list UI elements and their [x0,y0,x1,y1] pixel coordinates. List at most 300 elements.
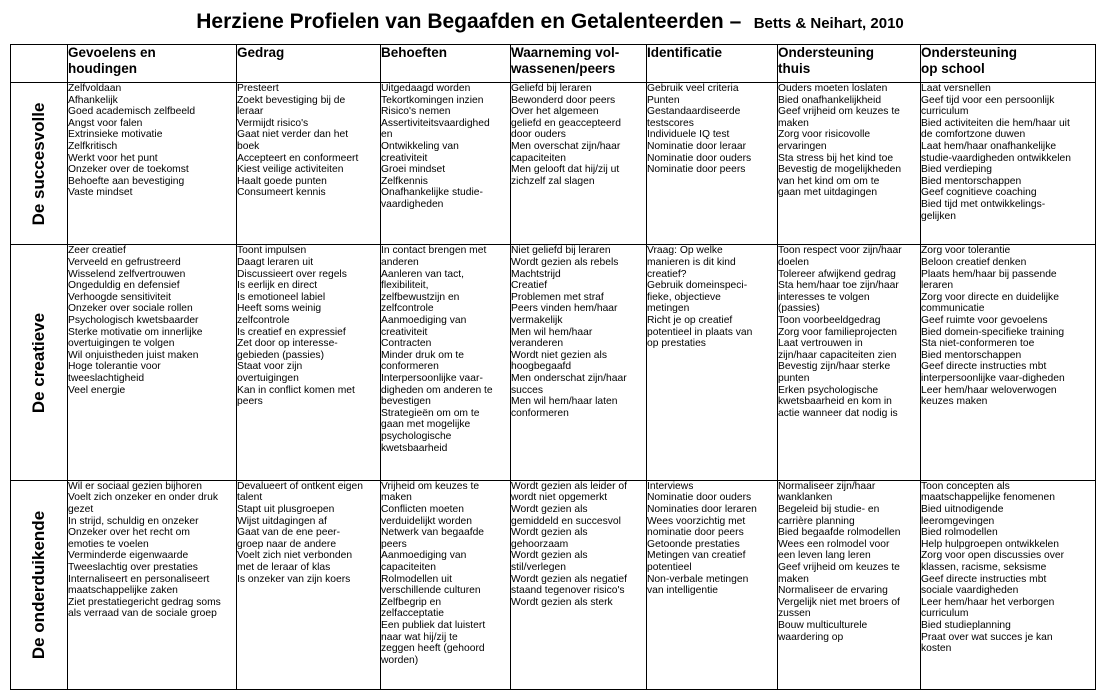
cell-line: Toon voorbeeldgedrag [778,314,881,326]
cell-line: Is creatief en expressief [237,326,346,338]
cell-line: wordt niet opgemerkt [511,492,608,504]
cell-line: metingen [647,303,690,315]
cell-line: Zoekt bevestiging bij de [237,94,346,106]
column-header-line: wassenen/peers [511,61,616,76]
cell-line: Zeer creatief [68,245,126,257]
cell-line: flexibiliteit, [381,280,429,292]
cell-line: Punten [647,94,680,106]
table-cell [511,480,647,689]
cell-line: Bied mentorschappen [921,349,1022,361]
cell-line: Geef vrijheid om keuzes te [778,106,900,118]
cell-line: Wees een rolmodel voor [778,538,890,550]
cell-line: veranderen [511,338,564,350]
cell-line: Wil onjuistheden juist maken [68,349,199,361]
cell-line: Conflicten moeten [381,504,464,516]
cell-line: Verveeld en gefrustreerd [68,257,181,268]
cell-line: klassen, racisme, seksisme [921,562,1047,574]
column-header [647,45,778,83]
cell-line: Voelt zich niet verbonden [237,550,353,562]
cell-line: Sta stress bij het kind toe [778,152,894,164]
cell-line: Laat versnellen [921,83,991,94]
cell-line: naar wat hij/zij te [381,631,458,643]
cell-line: met de leraar of klas [237,562,331,574]
column-header-line: Gedrag [237,45,285,60]
cell-line: leraar [237,106,264,118]
cell-line: gebieden (passies) [237,349,325,361]
cell-line: Kan in conflict komen met [237,384,355,396]
cell-line: Machtstrijd [511,268,561,280]
cell-line: Psychologisch kwetsbaarder [68,314,199,326]
cell-line: Bied activiteiten die hem/haar uit [921,117,1070,129]
cell-line: Geef directe instructies mbt [921,361,1047,373]
cell-line: Behoefte aan bevestiging [68,175,185,187]
cell-line: zelfbewustzijn en [381,291,460,303]
cell-line: Bied begaafde rolmodellen [778,527,901,539]
cell-line: Staat voor zijn [237,361,303,373]
cell-line: zelfcontrole [381,303,434,315]
cell-line: Sta niet-conformeren toe [921,338,1035,350]
cell-line: staand tegenover risico's [511,585,625,597]
cell-line: Accepteert en conformeert [237,152,359,164]
cell-line: Peers vinden hem/haar [511,303,618,315]
cell-line: Zelfbegrip en [381,596,442,608]
cell-line: fieke, objectieve [647,291,721,303]
cell-line: actie wanneer dat nodig is [778,407,898,419]
cell-line: capaciteiten [511,152,566,164]
cell-line: Creatief [511,280,548,292]
cell-line: Werkt voor het punt [68,152,158,164]
cell-line: Wil er sociaal gezien bijhoren [68,480,202,492]
cell-line: Toon concepten als [921,480,1010,492]
cell-line: communicatie [921,303,985,315]
cell-line: Afhankelijk [68,94,118,106]
column-header [778,45,921,83]
cell-line: Strategieën om om te [381,407,480,419]
cell-line: zichzelf zal slagen [511,175,595,187]
cell-line: Gebruik domeinspeci- [647,280,748,292]
cell-line: gelijken [921,210,956,222]
cell-line: Bied onafhankelijkheid [778,94,882,106]
cell-line: geliefd en geaccepteerd [511,117,621,129]
column-header-line: Ondersteuning [778,45,875,60]
table-cell [381,83,511,245]
cell-line: Vergelijk niet met broers of [778,596,900,608]
profile-row [11,245,1096,480]
cell-line: Getoonde prestaties [647,538,740,550]
cell-line: Wordt gezien als [511,527,588,539]
cell-line: verschillende culturen [381,585,481,597]
cell-line: Extrinsieke motivatie [68,129,163,141]
cell-line: potentieel [647,562,692,574]
cell-line: stil/verlegen [511,562,566,574]
table-cell [68,245,237,480]
cell-line: Uitgedaagd worden [381,83,471,94]
column-header-line: thuis [778,61,811,76]
table-cell [511,83,647,245]
cell-line: Sterke motivatie om innerlijke [68,326,203,338]
table-cell [511,245,647,480]
cell-line: maken [778,117,809,129]
cell-line: Vaste mindset [68,187,133,199]
cell-line: wanklanken [778,492,833,504]
cell-line: Groei mindset [381,164,446,176]
cell-line: Normaliseer de ervaring [778,585,888,597]
cell-line: Men gelooft dat hij/zij ut [511,164,620,176]
cell-line: Problemen met straf [511,291,604,303]
header-row [11,45,1096,83]
cell-line: Aanmoediging van [381,314,467,326]
cell-line: van het kind om om te [778,175,880,187]
cell-line: Rolmodellen uit [381,573,452,585]
table-cell [381,245,511,480]
table-body [11,83,1096,690]
cell-line: Toon respect voor zijn/haar [778,245,902,257]
cell-line: Ziet prestatiegericht gedrag soms [68,596,221,608]
column-header-line: Identificatie [647,45,723,60]
cell-line: Men wil hem/haar laten [511,396,618,408]
cell-line: gemiddeld en succesvol [511,515,621,527]
cell-line: (passies) [778,303,820,315]
row-label: De succesvolle [29,102,48,226]
cell-line: verduidelijkt worden [381,515,473,527]
table-cell [921,83,1096,245]
cell-line: Men overschat zijn/haar [511,140,621,152]
row-header [11,480,68,689]
table-cell [68,480,237,689]
profile-row [11,83,1096,245]
cell-line: keuzes maken [921,396,988,408]
cell-line: Bewonderd door peers [511,94,616,106]
cell-line: doelen [778,257,809,268]
cell-line: psychologische [381,430,452,442]
cell-line: door ouders [511,129,566,141]
cell-line: Internaliseert en personaliseert [68,573,210,585]
cell-line: curriculum [921,106,969,118]
column-header-line: Waarneming vol- [511,45,620,60]
cell-line: curriculum [921,608,969,620]
cell-line: Normaliseer zijn/haar [778,480,876,492]
cell-line: Laat vertrouwen in [778,338,863,350]
cell-line: creativiteit [381,326,428,338]
cell-line: Begeleid bij studie- en [778,504,880,516]
cell-line: leraren [921,280,954,292]
cell-line: emoties te voelen [68,538,149,550]
cell-line: zelfcontrole [237,314,290,326]
cell-line: carrière planning [778,515,855,527]
cell-line: Sta hem/haar toe zijn/haar [778,280,899,292]
cell-line: Vraag: Op welke [647,245,723,257]
column-header [921,45,1096,83]
cell-line: kwetsbaarheid en kom in [778,396,892,408]
cell-line: Assertiviteitsvaardighed [381,117,490,129]
cell-line: Daagt leraren uit [237,257,314,268]
cell-line: Erken psychologische [778,384,879,396]
cell-line: Vrijheid om keuzes te [381,480,480,492]
cell-line: Wordt niet gezien als [511,349,607,361]
document-subtitle: Betts & Neihart, 2010 [753,15,904,32]
cell-line: Zorg voor directe en duidelijke [921,291,1059,303]
cell-line: Angst voor falen [68,117,143,129]
cell-line: Zelfvoldaan [68,83,122,94]
cell-line: Ontwikkeling van [381,140,459,152]
cell-line: maatschappelijke zaken [68,585,178,597]
cell-line: Gebruik veel criteria [647,83,739,94]
cell-line: maken [381,492,412,504]
cell-line: punten [778,372,810,384]
cell-line: kosten [921,643,952,655]
cell-line: Veel energie [68,384,126,396]
cell-line: Men onderschat zijn/haar [511,372,627,384]
cell-line: gezet [68,504,94,516]
cell-line: zussen [778,608,811,620]
cell-line: gehoorzaam [511,538,569,550]
cell-line: Toont impulsen [237,245,307,257]
cell-line: nominatie door peers [647,527,744,539]
cell-line: succes [511,384,544,396]
cell-line: Help hulpgroepen ontwikkelen [921,538,1059,550]
table-cell [237,245,381,480]
cell-line: Leer hem/haar weloverwogen [921,384,1057,396]
cell-line: Bied studieplanning [921,620,1011,632]
cell-line: potentieel in plaats van [647,326,753,338]
cell-line: Discussieert over regels [237,268,347,280]
cell-line: Bied verdieping [921,164,992,176]
cell-line: Tekortkomingen inzien [381,94,484,106]
cell-line: Metingen van creatief [647,550,746,562]
cell-line: Aanleren van tact, [381,268,464,280]
cell-line: Minder druk om te [381,349,464,361]
cell-line: Wees voorzichtig met [647,515,746,527]
cell-line: Zorg voor open discussies over [921,550,1065,562]
cell-line: vaardigheden [381,198,444,210]
cell-line: Geliefd bij leraren [511,83,592,94]
cell-line: Gaat niet verder dan het [237,129,349,141]
cell-line: capaciteiten [381,562,436,574]
cell-line: Haalt goede punten [237,175,327,187]
cell-line: Wordt gezien als sterk [511,596,613,608]
cell-line: interpersoonlijke vaar-digheden [921,372,1065,384]
cell-line: In contact brengen met [381,245,487,257]
cell-line: Wordt gezien als negatief [511,573,628,585]
cell-line: groep naar de andere [237,538,337,550]
cell-line: Heeft soms weinig [237,303,322,315]
cell-line: waardering op [778,631,844,643]
cell-line: Niet geliefd bij leraren [511,245,611,257]
cell-line: Plaats hem/haar bij passende [921,268,1057,280]
cell-line: Wordt gezien als [511,504,588,516]
cell-line: Geef directe instructies mbt [921,573,1047,585]
cell-line: Nominatie door peers [647,164,746,176]
cell-line: Wordt gezien als rebels [511,257,619,268]
cell-line: maatschappelijke fenomenen [921,492,1055,504]
cell-line: Verminderde eigenwaarde [68,550,189,562]
cell-line: studie-vaardigheden ontwikkelen [921,152,1071,164]
column-header [511,45,647,83]
cell-line: Bied tijd met ontwikkelings- [921,198,1046,210]
cell-line: Risico's nemen [381,106,451,118]
cell-line: Laat hem/haar onafhankelijke [921,140,1057,152]
document-title: Herziene Profielen van Begaafden en Getalenteerden – [196,10,742,33]
cell-line: bevestigen [381,396,431,408]
cell-line: Wisselend zelfvertrouwen [68,268,186,280]
column-header-line: Behoeften [381,45,448,60]
cell-line: In strijd, schuldig en onzeker [68,515,199,527]
row-header [11,83,68,245]
table-cell [778,245,921,480]
column-header [237,45,381,83]
cell-line: Onzeker over sociale rollen [68,303,193,315]
cell-line: Is onzeker van zijn koers [237,573,351,585]
cell-line: Interpersoonlijke vaar- [381,372,483,384]
cell-line: conformeren [381,361,439,373]
cell-line: Onzeker over het recht om [68,527,190,539]
column-header-line: op school [921,61,985,76]
cell-line: creativiteit [381,152,428,164]
cell-line: Richt je op creatief [647,314,733,326]
cell-line: gaan met mogelijke [381,419,471,431]
table-cell [778,83,921,245]
cell-line: interesses te volgen [778,291,870,303]
cell-line: Over het algemeen [511,106,599,118]
row-header [11,245,68,480]
row-label: De creatieve [29,312,48,413]
cell-line: Geef ruimte voor gevoelens [921,314,1048,326]
cell-line: Men wil hem/haar [511,326,593,338]
cell-line: vermakelijk [511,314,563,326]
cell-line: creatief? [647,268,687,280]
cell-line: Aanmoediging van [381,550,467,562]
cell-line: Beloon creatief denken [921,257,1027,268]
cell-line: Ouders moeten loslaten [778,83,888,94]
cell-line: talent [237,492,263,504]
cell-line: overtuigingen [237,372,299,384]
table-cell [921,480,1096,689]
column-header-line: Ondersteuning [921,45,1018,60]
cell-line: Bevestig zijn/haar sterke [778,361,891,373]
cell-line: Verhoogde sensitiviteit [68,291,172,303]
cell-line: Contracten [381,338,432,350]
cell-line: Zorg voor tolerantie [921,245,1011,257]
table-cell [647,245,778,480]
cell-line: manieren is dit kind [647,257,736,268]
cell-line: digheden om anderen te [381,384,493,396]
corner-cell [11,45,68,83]
cell-line: ervaringen [778,140,827,152]
profile-row [11,480,1096,689]
cell-line: Vermijdt risico's [237,117,309,129]
cell-line: Consumeert kennis [237,187,326,199]
cell-line: overtuigingen te volgen [68,338,175,350]
cell-line: leeromgevingen [921,515,995,527]
cell-line: Goed academisch zelfbeeld [68,106,196,118]
cell-line: Bouw multiculturele [778,620,868,632]
cell-line: gaan met uitdagingen [778,187,878,199]
table-cell [381,480,511,689]
cell-line: Bied rolmodellen [921,527,998,539]
cell-line: kwetsbaarheid [381,442,448,454]
table-cell [647,83,778,245]
cell-line: Een publiek dat luistert [381,620,486,632]
cell-line: Bied uitnodigende [921,504,1004,516]
cell-line: zijn/haar capaciteiten zien [778,349,897,361]
cell-line: Netwerk van begaafde [381,527,485,539]
cell-line: Geef cognitieve coaching [921,187,1037,199]
cell-line: Interviews [647,480,694,492]
cell-line: Non-verbale metingen [647,573,749,585]
document-title-bar [0,0,1100,44]
cell-line: Zelfkritisch [68,140,118,152]
table-cell [68,83,237,245]
cell-line: Kiest veilige activiteiten [237,164,344,176]
cell-line: Nominatie door ouders [647,492,752,504]
cell-line: een leven lang leren [778,550,871,562]
cell-line: Wordt gezien als leider of [511,480,627,492]
column-header-line: houdingen [68,61,137,76]
column-header [68,45,237,83]
cell-line: Gaat van de ene peer- [237,527,341,539]
cell-line: als verraad van de sociale groep [68,608,217,620]
cell-line: Wijst uitdagingen af [237,515,327,527]
cell-line: Voelt zich onzeker en onder druk [68,492,218,504]
cell-line: Nominatie door ouders [647,152,752,164]
cell-line: hoogbegaafd [511,361,572,373]
table-cell [237,83,381,245]
cell-line: peers [237,396,263,408]
cell-line: Leer hem/haar het verborgen [921,596,1055,608]
profiles-table [10,44,1096,690]
cell-line: van intelligentie [647,585,718,597]
cell-line: de comfortzone duwen [921,129,1026,141]
cell-line: Gestandaardiseerde [647,106,741,118]
cell-line: worden) [381,654,419,666]
cell-line: Nominaties door leraren [647,504,757,516]
cell-line: Is emotioneel labiel [237,291,326,303]
table-cell [237,480,381,689]
cell-line: Zelfkennis [381,175,428,187]
table-cell [647,480,778,689]
cell-line: sociale vaardigheden [921,585,1019,597]
cell-line: Geef vrijheid om keuzes te [778,562,900,574]
table-cell [778,480,921,689]
cell-line: testscores [647,117,694,129]
cell-line: op prestaties [647,338,706,350]
cell-line: zeggen heeft (gehoord [381,643,485,655]
cell-line: Stapt uit plusgroepen [237,504,335,516]
column-header-line: Gevoelens en [68,45,156,60]
cell-line: Onzeker over de toekomst [68,164,189,176]
cell-line: Zet door op interesse- [237,338,338,350]
cell-line: Tweeslachtig over prestaties [68,562,198,574]
cell-line: Nominatie door leraar [647,140,747,152]
column-header [381,45,511,83]
cell-line: Wordt gezien als [511,550,588,562]
cell-line: Hoge tolerantie voor [68,361,161,373]
cell-line: zelfacceptatie [381,608,444,620]
cell-line: Bevestig de mogelijkheden [778,164,902,176]
cell-line: Geef tijd voor een persoonlijk [921,94,1055,106]
cell-line: Individuele IQ test [647,129,730,141]
cell-line: Zorg voor familieprojecten [778,326,898,338]
cell-line: Onafhankelijke studie- [381,187,483,199]
cell-line: en [381,129,393,141]
cell-line: peers [381,538,407,550]
cell-line: boek [237,140,260,152]
cell-line: tweeslachtigheid [68,372,145,384]
row-label: De onderduikende [29,510,48,660]
cell-line: Tolereer afwijkend gedrag [778,268,896,280]
cell-line: Devalueert of ontkent eigen [237,480,363,492]
cell-line: Presteert [237,83,279,94]
